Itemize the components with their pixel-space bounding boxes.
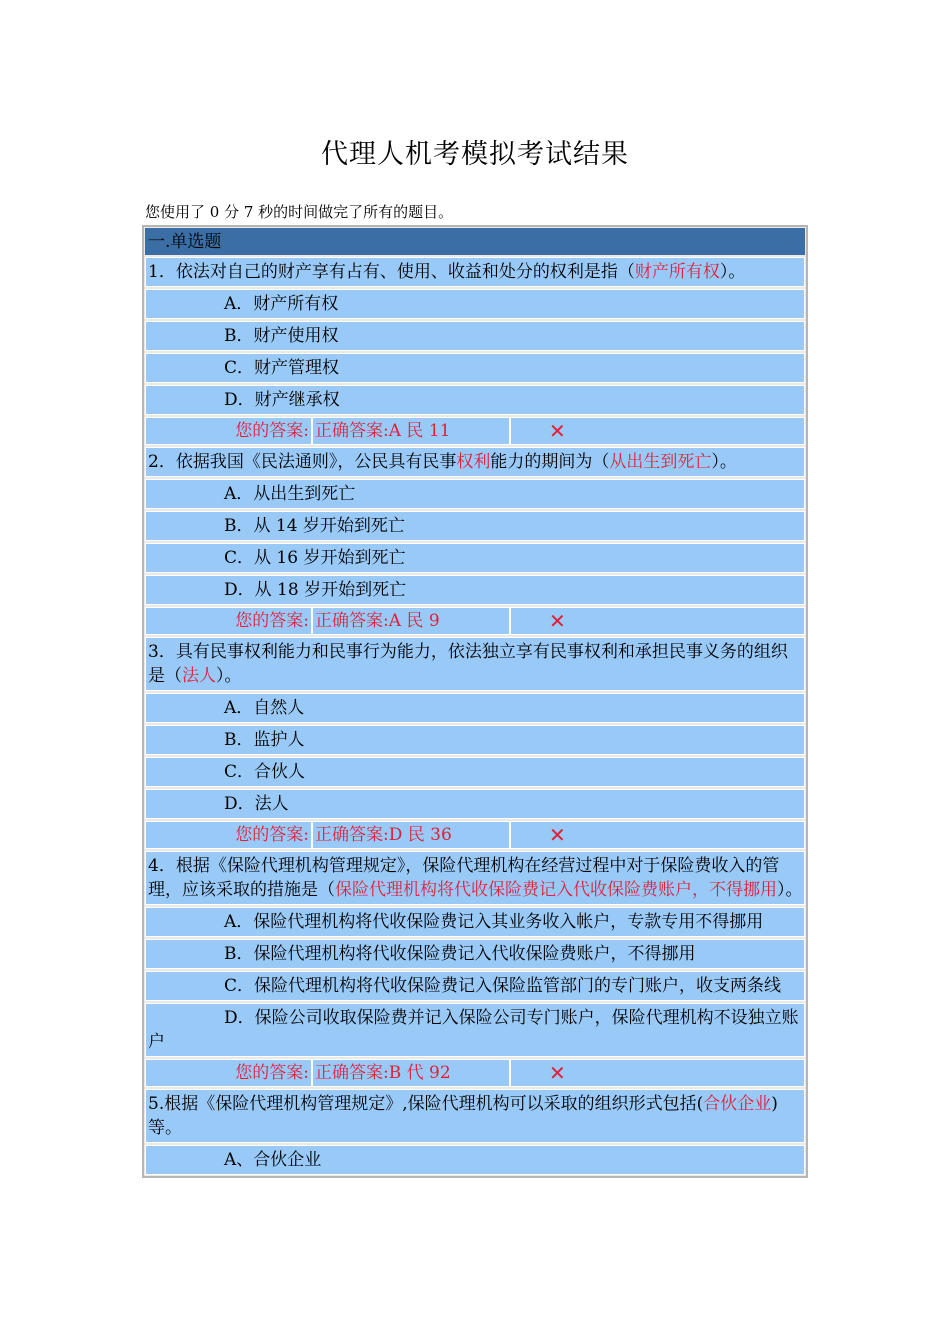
- time-summary: 您使用了 0 分 7 秒的时间做完了所有的题目。: [145, 203, 454, 221]
- question-3: 3．具有民事权利能力和民事行为能力，依法独立享有民事权利和承担民事义务的组织是（法人）。: [145, 637, 805, 691]
- answer-row-4: [145, 1059, 805, 1087]
- option-2d: D．从 18 岁开始到死亡: [145, 575, 805, 605]
- question-5: 5.根据《保险代理机构管理规定》,保险代理机构可以采取的组织形式包括(合伙企业)等。: [145, 1089, 805, 1143]
- your-answer-label: 您的答案:: [145, 607, 312, 635]
- your-answer-label: 您的答案:: [145, 1059, 312, 1087]
- correct-answer: 正确答案:A 民 11: [312, 417, 510, 445]
- option-1b: B．财产使用权: [145, 321, 805, 351]
- result-sheet: [142, 225, 808, 1178]
- wrong-mark-icon: ✕: [510, 821, 805, 849]
- option-4c: C．保险代理机构将代收保险费记入保险监管部门的专门账户，收支两条线: [145, 971, 805, 1001]
- page-title: 代理人机考模拟考试结果: [321, 139, 629, 170]
- correct-answer: 正确答案:D 民 36: [312, 821, 510, 849]
- option-2b: B．从 14 岁开始到死亡: [145, 511, 805, 541]
- your-answer-label: 您的答案:: [145, 821, 312, 849]
- option-1a: A．财产所有权: [145, 289, 805, 319]
- option-5a: A、合伙企业: [145, 1145, 805, 1175]
- answer-row-3: [145, 821, 805, 849]
- answer-row-1: [145, 417, 805, 445]
- option-2a: A．从出生到死亡: [145, 479, 805, 509]
- question-4: 4．根据《保险代理机构管理规定》，保险代理机构在经营过程中对于保险费收入的管理，应该采取的措施是（保险代理机构将代收保险费记入代收保险费账户，不得挪用）。: [145, 851, 805, 905]
- your-answer-label: 您的答案:: [145, 417, 312, 445]
- correct-answer: 正确答案:B 代 92: [312, 1059, 510, 1087]
- option-4a: A．保险代理机构将代收保险费记入其业务收入帐户，专款专用不得挪用: [145, 907, 805, 937]
- option-4d: D．保险公司收取保险费并记入保险公司专门账户，保险代理机构不设独立账户: [145, 1003, 805, 1057]
- option-3b: B．监护人: [145, 725, 805, 755]
- section-header: 一.单选题: [145, 228, 805, 255]
- wrong-mark-icon: ✕: [510, 1059, 805, 1087]
- question-1: 1．依法对自己的财产享有占有、使用、收益和处分的权利是指（财产所有权）。: [145, 257, 805, 287]
- question-2: 2．依据我国《民法通则》，公民具有民事权利能力的期间为（从出生到死亡）。: [145, 447, 805, 477]
- option-3d: D．法人: [145, 789, 805, 819]
- wrong-mark-icon: ✕: [510, 607, 805, 635]
- option-1c: C．财产管理权: [145, 353, 805, 383]
- option-4b: B．保险代理机构将代收保险费记入代收保险费账户，不得挪用: [145, 939, 805, 969]
- correct-answer: 正确答案:A 民 9: [312, 607, 510, 635]
- option-3a: A．自然人: [145, 693, 805, 723]
- option-3c: C．合伙人: [145, 757, 805, 787]
- option-2c: C．从 16 岁开始到死亡: [145, 543, 805, 573]
- wrong-mark-icon: ✕: [510, 417, 805, 445]
- answer-row-2: [145, 607, 805, 635]
- option-1d: D．财产继承权: [145, 385, 805, 415]
